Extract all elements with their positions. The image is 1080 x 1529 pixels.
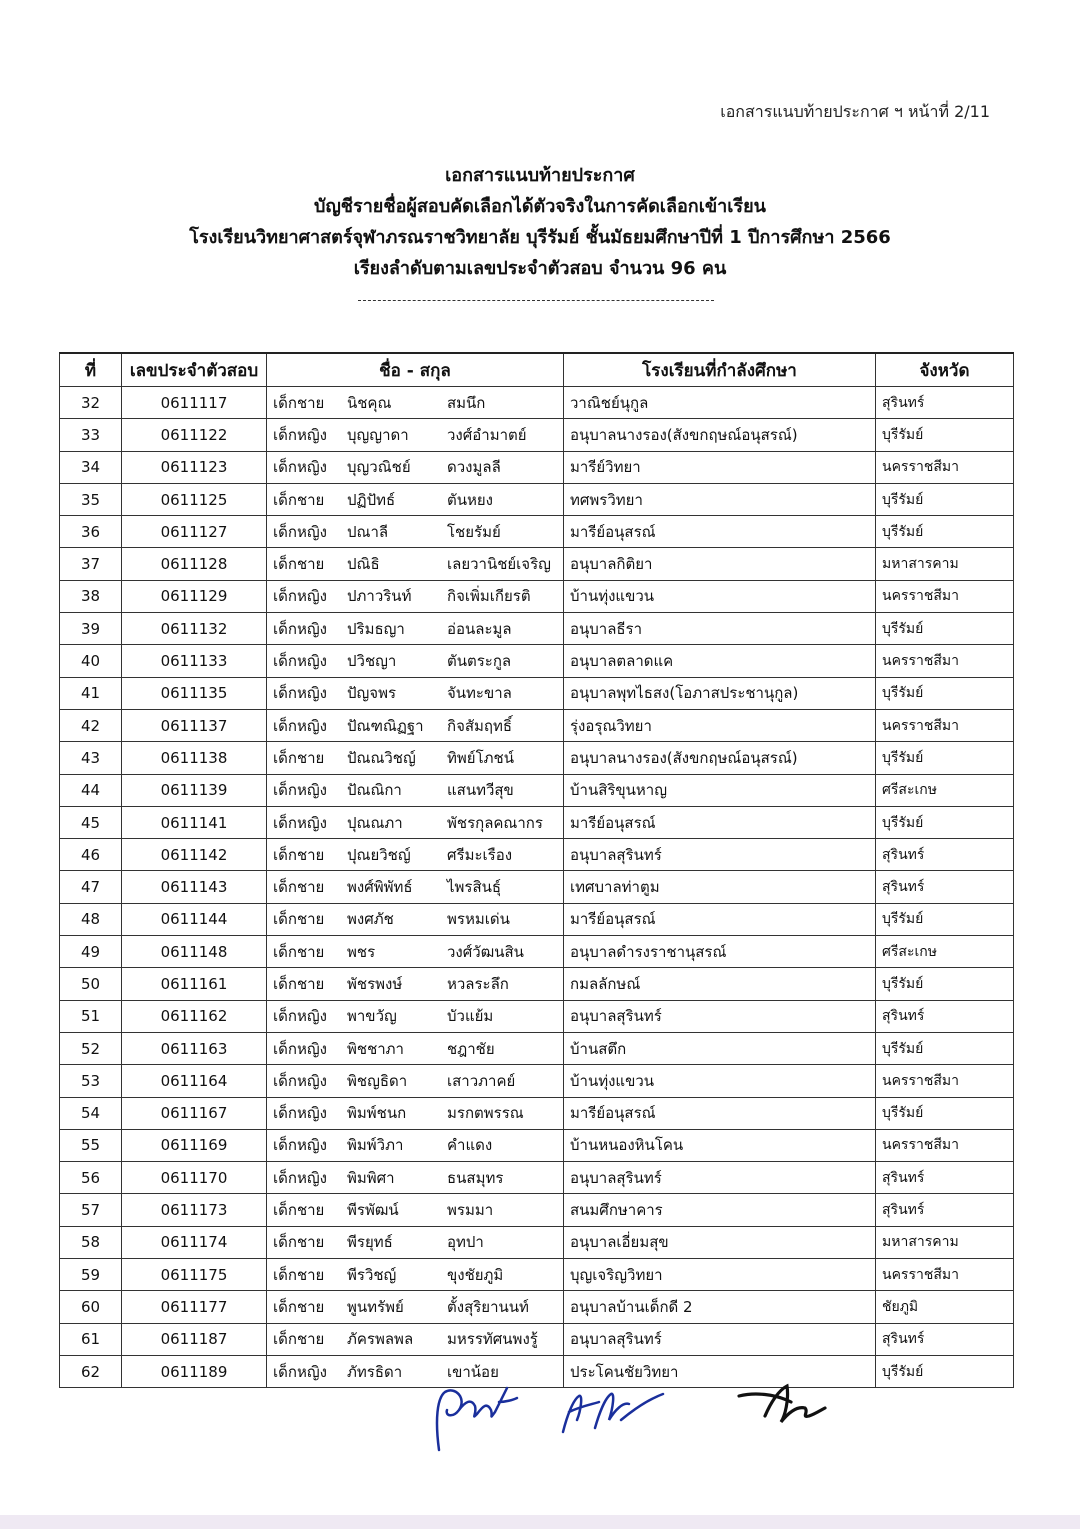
table-row (60, 580, 1014, 612)
exam-id: 0611173 (122, 1194, 267, 1226)
row-number: 40 (60, 645, 122, 677)
first-name: พชร (347, 942, 376, 961)
first-name: ปัณณิกา (347, 781, 402, 800)
student-name (267, 742, 564, 774)
signature-1 (425, 1380, 525, 1455)
first-name: ปัณฑณิฏฐา (347, 716, 424, 735)
name-prefix: เด็กชาย (273, 1233, 325, 1252)
province: นครราชสีมา (876, 645, 1014, 677)
province: บุรีรัมย์ (876, 968, 1014, 1000)
student-name (267, 1065, 564, 1097)
first-name: ปวิชญา (347, 652, 397, 671)
first-name: พาขวัญ (347, 1007, 397, 1026)
table-row (60, 1194, 1014, 1226)
last-name: หวลระลึก (447, 974, 509, 993)
name-prefix: เด็กหญิง (273, 587, 327, 606)
row-number: 44 (60, 774, 122, 806)
exam-id: 0611170 (122, 1162, 267, 1194)
school-name: บุญเจริญวิทยา (564, 1259, 876, 1291)
province: ศรีสะเกษ (876, 936, 1014, 968)
province: สุรินทร์ (876, 1323, 1014, 1355)
table-row (60, 1065, 1014, 1097)
exam-id: 0611174 (122, 1226, 267, 1258)
row-number: 62 (60, 1355, 122, 1387)
province: บุรีรัมย์ (876, 1032, 1014, 1064)
province: นครราชสีมา (876, 1065, 1014, 1097)
last-name: แสนทวีสุข (447, 781, 514, 800)
name-prefix: เด็กชาย (273, 748, 325, 767)
student-name (267, 968, 564, 1000)
table-row (60, 806, 1014, 838)
last-name: กิจสัมฤทธิ์ (447, 716, 513, 735)
row-number: 34 (60, 451, 122, 483)
province: บุรีรัมย์ (876, 613, 1014, 645)
last-name: ทิพย์โภชน์ (447, 748, 514, 767)
student-name (267, 419, 564, 451)
first-name: ปภาวรินท์ (347, 587, 412, 606)
row-number: 41 (60, 677, 122, 709)
province: บุรีรัมย์ (876, 1355, 1014, 1387)
table-row (60, 1129, 1014, 1161)
name-prefix: เด็กหญิง (273, 652, 327, 671)
last-name: ศรีมะเรือง (447, 845, 513, 864)
table-row (60, 1259, 1014, 1291)
first-name: พิมพ์ชนก (347, 1104, 407, 1123)
student-name (267, 774, 564, 806)
student-name (267, 613, 564, 645)
last-name: พัชรกุลคณากร (447, 813, 543, 832)
student-name (267, 580, 564, 612)
exam-id: 0611161 (122, 968, 267, 1000)
exam-id: 0611142 (122, 839, 267, 871)
name-prefix: เด็กหญิง (273, 458, 327, 477)
first-name: พิชญธิดา (347, 1071, 408, 1090)
first-name: ปณาลี (347, 522, 389, 541)
province: บุรีรัมย์ (876, 903, 1014, 935)
student-name (267, 1032, 564, 1064)
document-header (0, 160, 1080, 284)
bottom-bar (0, 1515, 1080, 1529)
student-name (267, 1194, 564, 1226)
table-row (60, 613, 1014, 645)
exam-id: 0611163 (122, 1032, 267, 1064)
school-name: บ้านทุ่งแขวน (564, 580, 876, 612)
name-prefix: เด็กชาย (273, 878, 325, 897)
last-name: อุทปา (447, 1233, 484, 1252)
exam-id: 0611123 (122, 451, 267, 483)
table-row (60, 1000, 1014, 1032)
table-row (60, 742, 1014, 774)
exam-id: 0611117 (122, 387, 267, 419)
school-name: มารีย์อนุสรณ์ (564, 1097, 876, 1129)
province: บุรีรัมย์ (876, 1097, 1014, 1129)
first-name: พงศ์พิพัทธ์ (347, 878, 413, 897)
student-name (267, 1226, 564, 1258)
province: บุรีรัมย์ (876, 516, 1014, 548)
last-name: วงศ์อำมาตย์ (447, 425, 527, 444)
exam-id: 0611138 (122, 742, 267, 774)
name-prefix: เด็กชาย (273, 555, 325, 574)
row-number: 49 (60, 936, 122, 968)
last-name: ตั้งสุริยานนท์ (447, 1297, 529, 1316)
student-name (267, 806, 564, 838)
last-name: พรหมเด่น (447, 910, 510, 929)
page-number-note: เอกสารแนบท้ายประกาศ ฯ หน้าที่ 2/11 (720, 102, 990, 121)
name-prefix: เด็กหญิง (273, 425, 327, 444)
row-number: 48 (60, 903, 122, 935)
name-prefix: เด็กชาย (273, 393, 325, 412)
exam-id: 0611122 (122, 419, 267, 451)
school-name: อนุบาลสุรินทร์ (564, 1162, 876, 1194)
exam-id: 0611143 (122, 871, 267, 903)
exam-id: 0611144 (122, 903, 267, 935)
row-number: 50 (60, 968, 122, 1000)
exam-id: 0611162 (122, 1000, 267, 1032)
school-name: รุ่งอรุณวิทยา (564, 709, 876, 741)
table-row (60, 1162, 1014, 1194)
exam-id: 0611137 (122, 709, 267, 741)
first-name: ปัญจพร (347, 684, 397, 703)
table-row (60, 936, 1014, 968)
table-header-row (60, 353, 1014, 387)
name-prefix: เด็กชาย (273, 942, 325, 961)
name-prefix: เด็กหญิง (273, 1039, 327, 1058)
row-number: 59 (60, 1259, 122, 1291)
first-name: ปัณณวิชญ์ (347, 748, 416, 767)
name-prefix: เด็กชาย (273, 490, 325, 509)
province: นครราชสีมา (876, 580, 1014, 612)
exam-id: 0611167 (122, 1097, 267, 1129)
row-number: 39 (60, 613, 122, 645)
dashed-divider (358, 300, 714, 301)
name-prefix: เด็กหญิง (273, 781, 327, 800)
signature-area (0, 1380, 1080, 1460)
header-name: ชื่อ - สกุล (267, 353, 564, 387)
province: บุรีรัมย์ (876, 677, 1014, 709)
table-row (60, 1291, 1014, 1323)
last-name: ชฎาชัย (447, 1039, 495, 1058)
row-number: 45 (60, 806, 122, 838)
row-number: 56 (60, 1162, 122, 1194)
last-name: ธนสมุทร (447, 1168, 504, 1187)
first-name: พิมพิศา (347, 1168, 395, 1187)
student-name (267, 516, 564, 548)
province: สุรินทร์ (876, 387, 1014, 419)
school-name: อนุบาลตลาดแค (564, 645, 876, 677)
student-name (267, 483, 564, 515)
last-name: จันทะขาล (447, 684, 512, 703)
exam-id: 0611164 (122, 1065, 267, 1097)
exam-id: 0611141 (122, 806, 267, 838)
name-prefix: เด็กหญิง (273, 716, 327, 735)
first-name: ปฏิปัทธ์ (347, 490, 396, 509)
first-name: พูนทรัพย์ (347, 1297, 404, 1316)
row-number: 57 (60, 1194, 122, 1226)
province: มหาสารคาม (876, 1226, 1014, 1258)
name-prefix: เด็กชาย (273, 1201, 325, 1220)
row-number: 42 (60, 709, 122, 741)
province: สุรินทร์ (876, 839, 1014, 871)
table-body (60, 387, 1014, 1388)
last-name: คำแดง (447, 1136, 493, 1155)
row-number: 54 (60, 1097, 122, 1129)
table-row (60, 968, 1014, 1000)
row-number: 32 (60, 387, 122, 419)
header-province: จังหวัด (876, 353, 1014, 387)
student-name (267, 548, 564, 580)
name-prefix: เด็กหญิง (273, 1136, 327, 1155)
table-row (60, 1032, 1014, 1064)
row-number: 58 (60, 1226, 122, 1258)
last-name: สมนึก (447, 393, 486, 412)
name-prefix: เด็กหญิง (273, 1007, 327, 1026)
school-name: อนุบาลกิติยา (564, 548, 876, 580)
school-name: บ้านสตึก (564, 1032, 876, 1064)
exam-id: 0611135 (122, 677, 267, 709)
student-name (267, 871, 564, 903)
table-row (60, 451, 1014, 483)
table-row (60, 709, 1014, 741)
last-name: พรมมา (447, 1201, 494, 1220)
exam-id: 0611148 (122, 936, 267, 968)
last-name: มหรรทัศนพงรู้ (447, 1330, 538, 1349)
last-name: เสาวภาคย์ (447, 1071, 516, 1090)
province: ชัยภูมิ (876, 1291, 1014, 1323)
name-prefix: เด็กชาย (273, 1265, 325, 1284)
first-name: บุญวณิชย์ (347, 458, 411, 477)
name-prefix: เด็กหญิง (273, 1104, 327, 1123)
row-number: 36 (60, 516, 122, 548)
name-prefix: เด็กหญิง (273, 522, 327, 541)
table-row (60, 1226, 1014, 1258)
school-name: วาณิชย์นุกูล (564, 387, 876, 419)
first-name: ปุณณภา (347, 813, 403, 832)
row-number: 38 (60, 580, 122, 612)
school-name: อนุบาลสุรินทร์ (564, 839, 876, 871)
exam-id: 0611127 (122, 516, 267, 548)
last-name: เลยวานิชย์เจริญ (447, 555, 551, 574)
school-name: อนุบาลบ้านเด็กดี 2 (564, 1291, 876, 1323)
header-line-4: เรียงลำดับตามเลขประจำตัวสอบ จำนวน 96 คน (353, 258, 727, 279)
row-number: 35 (60, 483, 122, 515)
last-name: ตันตระกูล (447, 652, 512, 671)
student-name (267, 387, 564, 419)
name-prefix: เด็กหญิง (273, 684, 327, 703)
student-name (267, 1162, 564, 1194)
name-prefix: เด็กชาย (273, 910, 325, 929)
student-name (267, 1097, 564, 1129)
table-row (60, 677, 1014, 709)
school-name: บ้านทุ่งแขวน (564, 1065, 876, 1097)
exam-id: 0611169 (122, 1129, 267, 1161)
first-name: บุญญาดา (347, 425, 409, 444)
school-name: มารีย์อนุสรณ์ (564, 516, 876, 548)
last-name: มรกตพรรณ (447, 1104, 524, 1123)
header-school: โรงเรียนที่กำลังศึกษา (564, 353, 876, 387)
school-name: บ้านสิริขุนหาญ (564, 774, 876, 806)
name-prefix: เด็กชาย (273, 1297, 325, 1316)
student-name (267, 1259, 564, 1291)
province: บุรีรัมย์ (876, 742, 1014, 774)
exam-id: 0611175 (122, 1259, 267, 1291)
first-name: พีรยุทธ์ (347, 1233, 393, 1252)
exam-id: 0611177 (122, 1291, 267, 1323)
student-name (267, 1000, 564, 1032)
school-name: บ้านหนองหินโคน (564, 1129, 876, 1161)
name-prefix: เด็กหญิง (273, 619, 327, 638)
table-row (60, 548, 1014, 580)
last-name: กิจเพิ่มเกียรติ (447, 587, 531, 606)
first-name: ปริมธญา (347, 619, 405, 638)
signature-2 (555, 1380, 670, 1440)
exam-id: 0611139 (122, 774, 267, 806)
school-name: มารีย์วิทยา (564, 451, 876, 483)
row-number: 60 (60, 1291, 122, 1323)
name-prefix: เด็กชาย (273, 974, 325, 993)
row-number: 37 (60, 548, 122, 580)
province: สุรินทร์ (876, 1162, 1014, 1194)
student-name (267, 451, 564, 483)
school-name: เทศบาลท่าตูม (564, 871, 876, 903)
first-name: ปณิธิ (347, 555, 380, 574)
school-name: อนุบาลสุรินทร์ (564, 1000, 876, 1032)
table-row (60, 516, 1014, 548)
table-row (60, 419, 1014, 451)
school-name: มารีย์อนุสรณ์ (564, 806, 876, 838)
row-number: 51 (60, 1000, 122, 1032)
row-number: 61 (60, 1323, 122, 1355)
province: นครราชสีมา (876, 709, 1014, 741)
province: นครราชสีมา (876, 451, 1014, 483)
school-name: อนุบาลนางรอง(สังขกฤษณ์อนุสรณ์) (564, 742, 876, 774)
row-number: 33 (60, 419, 122, 451)
table-row (60, 1097, 1014, 1129)
header-line-1: เอกสารแนบท้ายประกาศ (445, 165, 635, 186)
student-name (267, 839, 564, 871)
first-name: นิชคุณ (347, 393, 392, 412)
row-number: 52 (60, 1032, 122, 1064)
student-name (267, 1323, 564, 1355)
name-prefix: เด็กหญิง (273, 1071, 327, 1090)
first-name: พิมพ์วิภา (347, 1136, 404, 1155)
school-name: ทศพรวิทยา (564, 483, 876, 515)
first-name: ปุณยวิชญ์ (347, 845, 411, 864)
school-name: อนุบาลสุรินทร์ (564, 1323, 876, 1355)
exam-id: 0611133 (122, 645, 267, 677)
table-row (60, 839, 1014, 871)
student-roster-table (59, 352, 1014, 1388)
province: บุรีรัมย์ (876, 483, 1014, 515)
name-prefix: เด็กชาย (273, 845, 325, 864)
row-number: 55 (60, 1129, 122, 1161)
school-name: ประโคนชัยวิทยา (564, 1355, 876, 1387)
last-name: บัวแย้ม (447, 1007, 494, 1026)
row-number: 43 (60, 742, 122, 774)
school-name: มารีย์อนุสรณ์ (564, 903, 876, 935)
first-name: พีรวิชญ์ (347, 1265, 397, 1284)
province: สุรินทร์ (876, 871, 1014, 903)
school-name: อนุบาลเอี่ยมสุข (564, 1226, 876, 1258)
first-name: พิชชาภา (347, 1039, 404, 1058)
name-prefix: เด็กชาย (273, 1330, 325, 1349)
last-name: โชยรัมย์ (447, 522, 501, 541)
school-name: กมลลักษณ์ (564, 968, 876, 1000)
province: สุรินทร์ (876, 1000, 1014, 1032)
province: บุรีรัมย์ (876, 419, 1014, 451)
province: นครราชสีมา (876, 1129, 1014, 1161)
province: บุรีรัมย์ (876, 806, 1014, 838)
table-row (60, 1323, 1014, 1355)
student-name (267, 903, 564, 935)
student-name (267, 645, 564, 677)
student-name (267, 936, 564, 968)
name-prefix: เด็กหญิง (273, 813, 327, 832)
last-name: อ่อนละมูล (447, 619, 512, 638)
table-row (60, 903, 1014, 935)
last-name: ไพรสินธุ์ (447, 878, 502, 897)
exam-id: 0611132 (122, 613, 267, 645)
row-number: 46 (60, 839, 122, 871)
name-prefix: เด็กหญิง (273, 1168, 327, 1187)
last-name: วงศ์วัฒนสิน (447, 942, 524, 961)
student-name (267, 1291, 564, 1323)
province: ศรีสะเกษ (876, 774, 1014, 806)
student-name (267, 709, 564, 741)
row-number: 53 (60, 1065, 122, 1097)
table-row (60, 483, 1014, 515)
school-name: อนุบาลธีรา (564, 613, 876, 645)
first-name: พงศภัช (347, 910, 394, 929)
school-name: อนุบาลพุทไธสง(โอภาสประชานุกูล) (564, 677, 876, 709)
table-row (60, 871, 1014, 903)
first-name: ภัทรธิดา (347, 1362, 403, 1381)
exam-id: 0611187 (122, 1323, 267, 1355)
last-name: ดวงมูลลี (447, 458, 501, 477)
exam-id: 0611129 (122, 580, 267, 612)
province: นครราชสีมา (876, 1259, 1014, 1291)
signature-3 (735, 1380, 830, 1430)
table-row (60, 645, 1014, 677)
last-name: เขาน้อย (447, 1362, 499, 1381)
last-name: ตันหยง (447, 490, 493, 509)
exam-id: 0611189 (122, 1355, 267, 1387)
row-number: 47 (60, 871, 122, 903)
header-line-2: บัญชีรายชื่อผู้สอบคัดเลือกได้ตัวจริงในการคัดเลือกเข้าเรียน (314, 196, 766, 217)
table-row (60, 774, 1014, 806)
header-no: ที่ (60, 353, 122, 387)
name-prefix: เด็กหญิง (273, 1362, 327, 1381)
first-name: ภัครพลพล (347, 1330, 414, 1349)
table-row (60, 387, 1014, 419)
province: สุรินทร์ (876, 1194, 1014, 1226)
exam-id: 0611125 (122, 483, 267, 515)
header-line-3: โรงเรียนวิทยาศาสตร์จุฬาภรณราชวิทยาลัย บุรีรัมย์ ชั้นมัธยมศึกษาปีที่ 1 ปีการศึกษา 2566 (189, 227, 891, 248)
exam-id: 0611128 (122, 548, 267, 580)
first-name: พัชรพงษ์ (347, 974, 403, 993)
last-name: ขุงชัยภูมิ (447, 1265, 504, 1284)
student-name (267, 677, 564, 709)
school-name: อนุบาลดำรงราชานุสรณ์ (564, 936, 876, 968)
school-name: สนมศึกษาคาร (564, 1194, 876, 1226)
first-name: พีรพัฒน์ (347, 1201, 399, 1220)
school-name: อนุบาลนางรอง(สังขกฤษณ์อนุสรณ์) (564, 419, 876, 451)
header-exam-id: เลขประจำตัวสอบ (122, 353, 267, 387)
province: มหาสารคาม (876, 548, 1014, 580)
student-name (267, 1129, 564, 1161)
